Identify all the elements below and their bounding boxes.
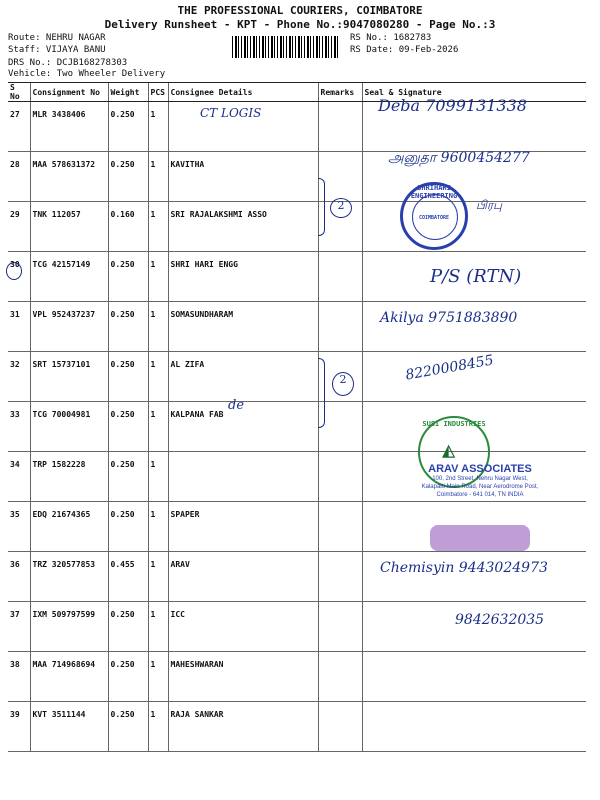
row-pcs: 1 (148, 652, 168, 702)
row-sno: 35 (8, 502, 30, 552)
row-seal (362, 552, 586, 602)
stamp-shrihari-city: COIMBATORE (418, 215, 450, 221)
bracket-29-30 (318, 178, 325, 236)
table-row (8, 402, 586, 452)
row-sno: 30 (8, 252, 30, 302)
table-row (8, 352, 586, 402)
arav-stamp-line1: 100, 2nd Street, Nehru Nagar West, (432, 476, 528, 482)
row-consignee: AL ZIFA (168, 352, 318, 402)
col-seal: Seal & Signature (362, 83, 586, 102)
row-remarks (318, 252, 362, 302)
row-weight: 0.160 (108, 202, 148, 252)
row-pcs: 1 (148, 152, 168, 202)
runsheet-title: Delivery Runsheet - KPT - Phone No.:9047080280 - Page No.:3 (104, 18, 496, 31)
row-consignment: MAA 714968694 (30, 652, 108, 702)
signature-39: 9842632035 (455, 612, 545, 628)
table-row (8, 702, 586, 752)
row-weight: 0.250 (108, 302, 148, 352)
row-remarks (318, 502, 362, 552)
row-pcs: 1 (148, 252, 168, 302)
row-sno: 39 (8, 702, 30, 752)
row-remarks (318, 652, 362, 702)
arav-stamp-name: ARAV ASSOCIATES (428, 463, 532, 475)
row-seal (362, 202, 586, 252)
row-sno: 38 (8, 652, 30, 702)
company-title: THE PROFESSIONAL COURIERS, COIMBATORE (177, 4, 423, 17)
signature-27: Deba 7099131338 (378, 96, 527, 115)
row-consignee: KAVITHA (168, 152, 318, 202)
arav-stamp (395, 463, 565, 499)
row-remarks (318, 552, 362, 602)
row-consignment: SRT 15737101 (30, 352, 108, 402)
row-pcs: 1 (148, 302, 168, 352)
bracket-33-34 (318, 358, 325, 428)
row-remarks (318, 602, 362, 652)
col-weight: Weight (108, 83, 148, 102)
row-consignee: KALPANA FAB (168, 402, 318, 452)
arav-stamp-line3: Coimbatore - 641 014, TN INDIA (436, 492, 524, 498)
row-sno: 37 (8, 602, 30, 652)
row-consignment: VPL 952437237 (30, 302, 108, 352)
row-weight: 0.250 (108, 452, 148, 502)
row-sno: 28 (8, 152, 30, 202)
row-remarks (318, 302, 362, 352)
stamp-susi-name: SUSI INDUSTRIES (422, 420, 486, 428)
staff: Staff: VIJAYA BANU (8, 45, 106, 55)
row-pcs: 1 (148, 452, 168, 502)
row-seal (362, 652, 586, 702)
row-weight: 0.455 (108, 552, 148, 602)
row-weight: 0.250 (108, 502, 148, 552)
row-consignment: EDQ 21674365 (30, 502, 108, 552)
row-consignee: MAHESHWARAN (168, 652, 318, 702)
circled-count-33-34: 2 (332, 372, 354, 396)
rs-number: RS No.: 1682783 (350, 33, 432, 43)
row-consignment: TRP 1582228 (30, 452, 108, 502)
row-sno: 32 (8, 352, 30, 402)
row-remarks (318, 102, 362, 152)
row-pcs: 1 (148, 702, 168, 752)
row-weight: 0.250 (108, 352, 148, 402)
row-consignment: TCG 42157149 (30, 252, 108, 302)
drs-number: DRS No.: DCJB168278303 (8, 58, 128, 68)
col-sno: S No (8, 83, 30, 102)
row-consignment: KVT 3511144 (30, 702, 108, 752)
row-consignment: MAA 578631372 (30, 152, 108, 202)
remark-31: P/S (RTN) (430, 266, 522, 287)
circled-row-31 (6, 262, 22, 280)
row-seal (362, 702, 586, 752)
row-pcs: 1 (148, 502, 168, 552)
row-sno: 31 (8, 302, 30, 352)
col-consignment: Consignment No (30, 83, 108, 102)
row-consignee: SOMASUNDHARAM (168, 302, 318, 352)
row-weight: 0.250 (108, 602, 148, 652)
row-consignee: ARAV (168, 552, 318, 602)
row-pcs: 1 (148, 352, 168, 402)
row-pcs: 1 (148, 402, 168, 452)
row-consignee: SRI RAJALAKSHMI ASSO (168, 202, 318, 252)
row-consignment: TRZ 320577853 (30, 552, 108, 602)
row-weight: 0.250 (108, 402, 148, 452)
row-weight: 0.250 (108, 252, 148, 302)
row-weight: 0.250 (108, 102, 148, 152)
row-pcs: 1 (148, 552, 168, 602)
row-consignee: RAJA SANKAR (168, 702, 318, 752)
row-sno: 27 (8, 102, 30, 152)
row-seal (362, 302, 586, 352)
row-consignee: SPAPER (168, 502, 318, 552)
signature-28: அனுதா 9600454277 (388, 150, 530, 166)
purple-stamp-smudge (430, 525, 530, 551)
row-sno: 33 (8, 402, 30, 452)
col-pcs: PCS (148, 83, 168, 102)
row-sno: 36 (8, 552, 30, 602)
row-consignment: TNK 112057 (30, 202, 108, 252)
row-weight: 0.250 (108, 152, 148, 202)
circled-count-29-30: 2 (330, 198, 352, 218)
signature-33: 8220008455 (404, 352, 495, 384)
handwritten-consignee-27: CT LOGIS (200, 106, 262, 120)
table-row (8, 552, 586, 602)
vehicle: Vehicle: Two Wheeler Delivery (8, 69, 166, 79)
row-weight: 0.250 (108, 652, 148, 702)
signature-32: Akilya 9751883890 (380, 310, 518, 326)
signature-29: பிரபு (476, 198, 503, 212)
susi-logo-icon: ◭ (442, 438, 456, 463)
row-weight: 0.250 (108, 702, 148, 752)
route: Route: NEHRU NAGAR (8, 33, 106, 43)
row-sno: 29 (8, 202, 30, 252)
row-pcs: 1 (148, 102, 168, 152)
arav-stamp-line2: Kalapatti Main Road, Near Aerodrome Post, (421, 484, 539, 490)
shrihari-stamp (400, 182, 468, 250)
row-remarks (318, 452, 362, 502)
row-pcs: 1 (148, 602, 168, 652)
handwritten-mark-34: de (228, 398, 245, 413)
row-consignment: MLR 3438406 (30, 102, 108, 152)
row-pcs: 1 (148, 202, 168, 252)
barcode (232, 36, 340, 58)
col-remarks: Remarks (318, 83, 362, 102)
table-row (8, 302, 586, 352)
row-remarks (318, 702, 362, 752)
row-consignee: SHRI HARI ENGG (168, 252, 318, 302)
rs-date: RS Date: 09-Feb-2026 (350, 45, 459, 55)
stamp-shrihari-name: SHRIHARI ENGINEERING (410, 184, 458, 200)
row-consignment: TCG 70004981 (30, 402, 108, 452)
col-consignee: Consignee Details (168, 83, 318, 102)
row-sno: 34 (8, 452, 30, 502)
row-consignee: ICC (168, 602, 318, 652)
row-consignee (168, 452, 318, 502)
signature-38: Chemisyin 9443024973 (380, 560, 548, 576)
table-row (8, 652, 586, 702)
runsheet-table (8, 82, 586, 752)
row-consignment: IXM 509797599 (30, 602, 108, 652)
